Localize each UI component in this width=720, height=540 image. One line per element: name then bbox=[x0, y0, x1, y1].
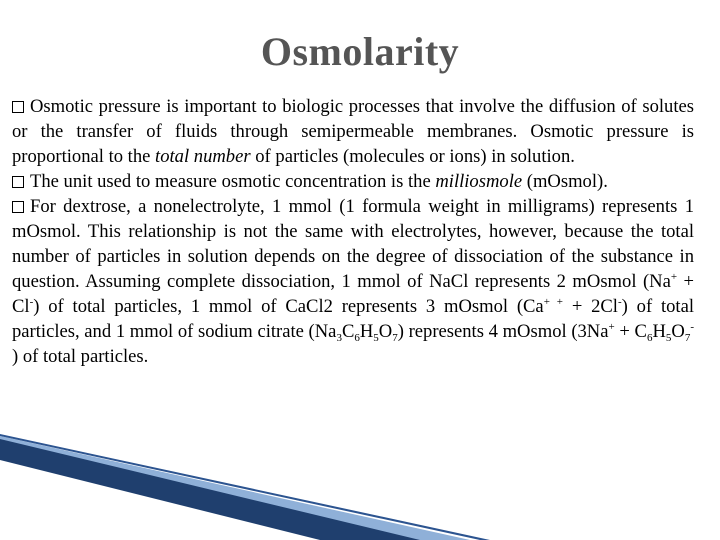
slide-body bbox=[12, 94, 694, 369]
paragraph-osmotic-pressure: Osmotic pressure is important to biologic processes that involve the diffusion of solutes or the transfer of fluids through semipermeable membranes. Osmotic pressure is proportional to the total number of particles (molecules or ions) in solution. bbox=[12, 96, 694, 167]
decorative-swoosh bbox=[0, 430, 720, 540]
square-bullet-icon bbox=[12, 101, 24, 113]
slide-title: Osmolarity bbox=[260, 29, 460, 74]
paragraph-milliosmole: The unit used to measure osmotic concentration is the milliosmole (mOsmol). bbox=[12, 169, 694, 194]
paragraph-dextrose-electrolytes: For dextrose, a nonelectrolyte, 1 mmol (1 formula weight in milligrams) represents 1 mOsmol. This relationship is not the same with electrolytes, however, because the total number of particles in solution depends on the degree of dissociation of the substance in question. Assuming complete dissociation, 1 mmol of NaCl represents 2 mOsmol (Na+ + Cl-) of total particles, 1 mmol of CaCl2 represents 3 mOsmol (Ca+ + + 2Cl-) of total particles, and 1 mmol of sodium citrate $(Na_3C_6H_5O_7)$ represents 4 mOsmol ($3Na^+ + C_6H_5O_7^-$ ) of total particles. bbox=[12, 196, 694, 367]
swoosh-thin-line bbox=[0, 434, 490, 540]
square-bullet-icon bbox=[12, 176, 24, 188]
swoosh-light-band bbox=[0, 436, 470, 540]
square-bullet-icon bbox=[12, 201, 24, 213]
